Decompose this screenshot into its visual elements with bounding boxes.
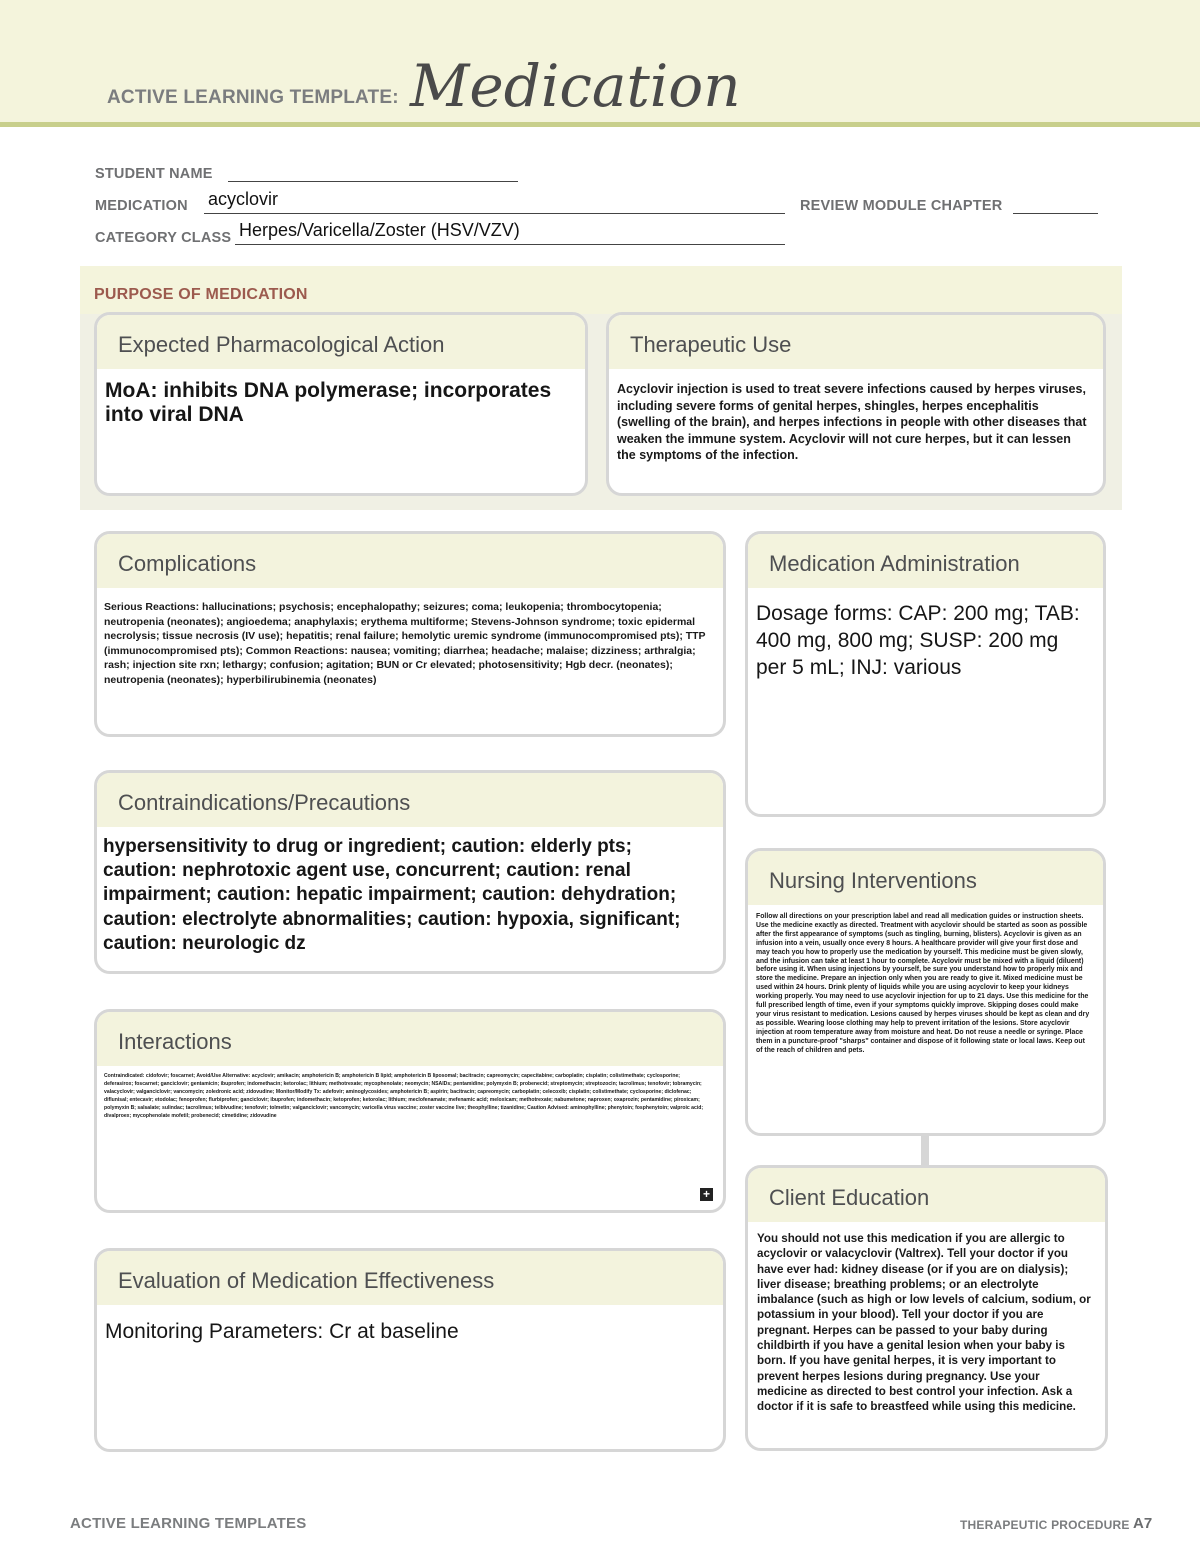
header-rule	[0, 122, 1200, 127]
contraindications-box	[94, 770, 726, 974]
page-number: A7	[1133, 1515, 1153, 1532]
medication-label: MEDICATION	[95, 198, 188, 214]
administration-title: Medication Administration	[748, 534, 1103, 588]
interactions-box	[94, 1009, 726, 1213]
header-label: ACTIVE LEARNING TEMPLATE:	[107, 87, 399, 108]
nursing-box	[745, 848, 1106, 1136]
expected-action-text[interactable]: MoA: inhibits DNA polymerase; incorporates into viral DNA	[105, 379, 552, 426]
contraindications-text[interactable]: hypersensitivity to drug or ingredient; caution: elderly pts; caution: nephrotoxic agent use, concurrent; caution: renal impairment; caution: hepatic impairment; caution: dehydration; caution: electrolyte abnormalities; caution: hypoxia, significant; caution: neurologic dz	[103, 836, 681, 954]
medication-line	[204, 213, 785, 214]
nursing-text[interactable]: Follow all directions on your prescription label and read all medication guides or instruction sheets. Use the medicine exactly as directed. Treatment with acyclovir should be started as soon as possible after the first appearance of symptoms (such as tingling, burning, blisters). Acyclovir is given as an infusion into a vein, usually once every 8 hours. A healthcare provider will give your first dose and may teach you how to properly use the medication by yourself. This medicine must be given slowly, and the infusion can take at least 1 hour to complete. Acyclovir must be mixed with a liquid (diluent) before using it. When using injections by yourself, be sure you understand how to properly mix and store the medicine. Prepare an injection only when you are ready to give it. Mixed medicine must be used within 24 hours. Drink plenty of liquids while you are using acyclovir to keep your kidneys working properly. You may need to use acyclovir injection for up to 21 days. Use this medicine for the full prescribed length of time, even if your symptoms quickly improve. Skipping doses could make your virus resistant to medication. Lesions caused by herpes viruses should be kept as clean and dry as possible. Wearing loose clothing may help to prevent irritation of the lesions. Store acyclovir injection at room temperature away from moisture and heat. Do not reuse a needle or syringe. Place them in a puncture-proof "sharps" container and dispose of it following state or local laws. Keep out of the reach of children and pets.	[756, 913, 1090, 1054]
therapeutic-use-text[interactable]: Acyclovir injection is used to treat severe infections caused by herpes viruses, including severe forms of genital herpes, shingles, herpes encephalitis (swelling of the brain), and herpes infections in people with other diseases that weaken the immune system. Acyclovir will not cure herpes, but it can lessen the symptoms of the infection.	[617, 382, 1087, 462]
category-label: CATEGORY CLASS	[95, 230, 232, 246]
footer-left: ACTIVE LEARNING TEMPLATES	[70, 1515, 307, 1532]
therapeutic-use-box	[606, 312, 1106, 496]
education-title: Client Education	[748, 1168, 1105, 1222]
expected-action-box	[94, 312, 588, 496]
administration-box	[745, 531, 1106, 817]
interactions-title: Interactions	[97, 1012, 723, 1066]
purpose-header	[80, 266, 1122, 314]
interactions-text[interactable]: Contraindicated: cidofovir; foscarnet; Avoid/Use Alternative: acyclovir; amikacin; amphotericin B; amphotericin B lipid; amphotericin B liposomal; bacitracin; capreomycin; capecitabine; carboplatin; cisplatin; colistimethate; cyclosporine; deferasirox; foscarnet; ganciclovir; gentamicin; ibuprofen; indomethacin; ketorolac; lithium; methotrexate; mycophenolate; neomycin; NSAIDs; pentamidine; polymyxin B; probenecid; streptomycin; streptozocin; tacrolimus; tenofovir; tobramycin; valacyclovir; valganciclovir; vancomycin; zoledronic acid; zidovudine; Monitor/Modify Tx: adefovir; aminoglycosides; amphotericin B; aspirin; bacitracin; capreomycin; carboplatin; celecoxib; cisplatin; colistimethate; cyclosporine; diclofenac; diflunisal; entecavir; etodolac; fenoprofen; flurbiprofen; ganciclovir; ibuprofen; indomethacin; ketoprofen; ketorolac; lithium; meclofenamate; mefenamic acid; meloxicam; methotrexate; nabumetone; naproxen; oxaprozin; pentamidine; piroxicam; polymyxin B; salsalate; sulindac; tacrolimus; telbivudine; tenofovir; tolmetin; valganciclovir; vancomycin; varicella virus vaccine; zoster vaccine live; theophylline; tizanidine; Caution Advised: aminophylline; phenytoin; fosphenytoin; valproic acid; divalproex; mycophenolate mofetil; probenecid; cimetidine; zidovudine	[104, 1073, 704, 1119]
student-name-label: STUDENT NAME	[95, 166, 213, 182]
therapeutic-use-title: Therapeutic Use	[609, 315, 1103, 369]
review-module-line	[1013, 213, 1098, 214]
nursing-title: Nursing Interventions	[748, 851, 1103, 905]
complications-box	[94, 531, 726, 737]
plus-icon[interactable]: +	[700, 1188, 713, 1201]
medication-value[interactable]: acyclovir	[208, 189, 279, 209]
student-name-line	[228, 181, 518, 182]
purpose-label: PURPOSE OF MEDICATION	[94, 286, 308, 303]
complications-title: Complications	[97, 534, 723, 588]
evaluation-box	[94, 1248, 726, 1452]
administration-text[interactable]: Dosage forms: CAP: 200 mg; TAB: 400 mg, 800 mg; SUSP: 200 mg per 5 mL; INJ: various	[756, 602, 1080, 679]
footer-right: THERAPEUTIC PROCEDURE	[960, 1518, 1130, 1532]
category-value[interactable]: Herpes/Varicella/Zoster (HSV/VZV)	[239, 220, 520, 240]
review-module-label: REVIEW MODULE CHAPTER	[800, 198, 1003, 214]
page-title: Medication	[410, 52, 741, 120]
evaluation-text[interactable]: Monitoring Parameters: Cr at baseline	[105, 1320, 459, 1343]
expected-action-title: Expected Pharmacological Action	[97, 315, 585, 369]
education-box	[745, 1165, 1108, 1451]
contraindications-title: Contraindications/Precautions	[97, 773, 723, 827]
evaluation-title: Evaluation of Medication Effectiveness	[97, 1251, 723, 1305]
complications-text[interactable]: Serious Reactions: hallucinations; psychosis; encephalopathy; seizures; coma; leukopenia; thrombocytopenia; neutropenia (neonates); angioedema; anaphylaxis; erythema multiforme; Stevens-Johnson syndrome; toxic epidermal necrolysis; tissue necrosis (IV use); hepatitis; renal failure; hemolytic uremic syndrome (immunocompromised pts); TTP (immunocompromised pts); Common Reactions: nausea; vomiting; diarrhea; headache; malaise; dizziness; arthralgia; rash; injection site rxn; lethargy; confusion; agitation; BUN or Cr elevated; photosensitivity; Hgb decr. (neonates); neutropenia (neonates); hyperbilirubinemia (neonates)	[104, 601, 706, 686]
education-text[interactable]: You should not use this medication if you are allergic to acyclovir or valacyclovir (Valtrex). Tell your doctor if you have ever had: kidney disease (or if you are on dialysis); liver disease; breathing problems; or an electrolyte imbalance (such as high or low levels of calcium, sodium, or potassium in your blood). Tell your doctor if you are pregnant. Herpes can be passed to your baby during childbirth if you have a genital lesion when your baby is born. If you have genital herpes, it is very important to prevent herpes lesions during pregnancy. Use your medicine as directed to best control your infection. Ask a doctor if it is safe to breastfeed while using this medicine.	[757, 1232, 1091, 1414]
category-line	[235, 244, 785, 245]
connector-line	[921, 1135, 929, 1165]
